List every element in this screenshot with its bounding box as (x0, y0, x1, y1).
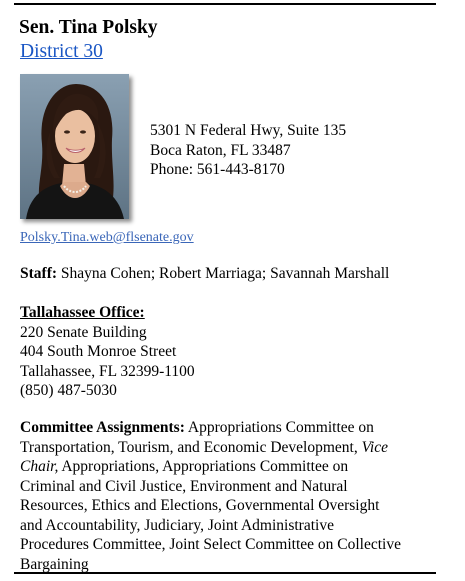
committee-text: Criminal and Civil Justice, Environment and Natural (20, 477, 348, 495)
tallahassee-office-header: Tallahassee Office: (20, 304, 145, 321)
committee-text: Appropriations Committee on (184, 419, 374, 436)
staff-names: Shayna Cohen; Robert Marriaga; Savannah Marshall (57, 265, 390, 282)
staff-label: Staff: (20, 265, 58, 282)
district-link[interactable]: District 30 (20, 41, 103, 62)
senator-name: Sen. Tina Polsky (19, 17, 158, 38)
committee-text: Transportation, Tourism, and Economic Development, (20, 438, 362, 456)
committee-assignments (20, 418, 401, 574)
vice-chair-text: Vice (361, 438, 388, 456)
office-line: 404 South Monroe Street (20, 343, 177, 360)
bottom-rule (14, 572, 436, 574)
staff-line (20, 264, 389, 283)
office-line: (850) 487-5030 (20, 382, 117, 399)
senator-photo (20, 74, 129, 219)
committee-text: Bargaining (20, 555, 89, 573)
committee-text: Procedures Committee, Joint Select Committee on Collective (20, 536, 401, 553)
office-line: 220 Senate Building (20, 323, 147, 341)
address-line-2: Boca Raton, FL 33487 (150, 141, 291, 159)
committee-text: Resources, Ethics and Elections, Governmental Oversight (20, 497, 380, 514)
email-link[interactable]: Polsky.Tina.web@flsenate.gov (20, 230, 194, 245)
tallahassee-office (20, 303, 195, 401)
office-address (150, 121, 346, 180)
vice-chair-text: Chair, (20, 458, 59, 475)
phone-number: Phone: 561-443-8170 (150, 161, 285, 178)
top-rule (14, 3, 436, 5)
committee-label: Committee Assignments: (20, 419, 185, 436)
committee-text: and Accountability, Judiciary, Joint Administrative (20, 516, 334, 534)
portrait-image (20, 74, 129, 219)
committee-text: Appropriations, Appropriations Committee on (58, 458, 349, 475)
office-line: Tallahassee, FL 32399-1100 (20, 362, 195, 380)
address-line-1: 5301 N Federal Hwy, Suite 135 (150, 122, 347, 139)
